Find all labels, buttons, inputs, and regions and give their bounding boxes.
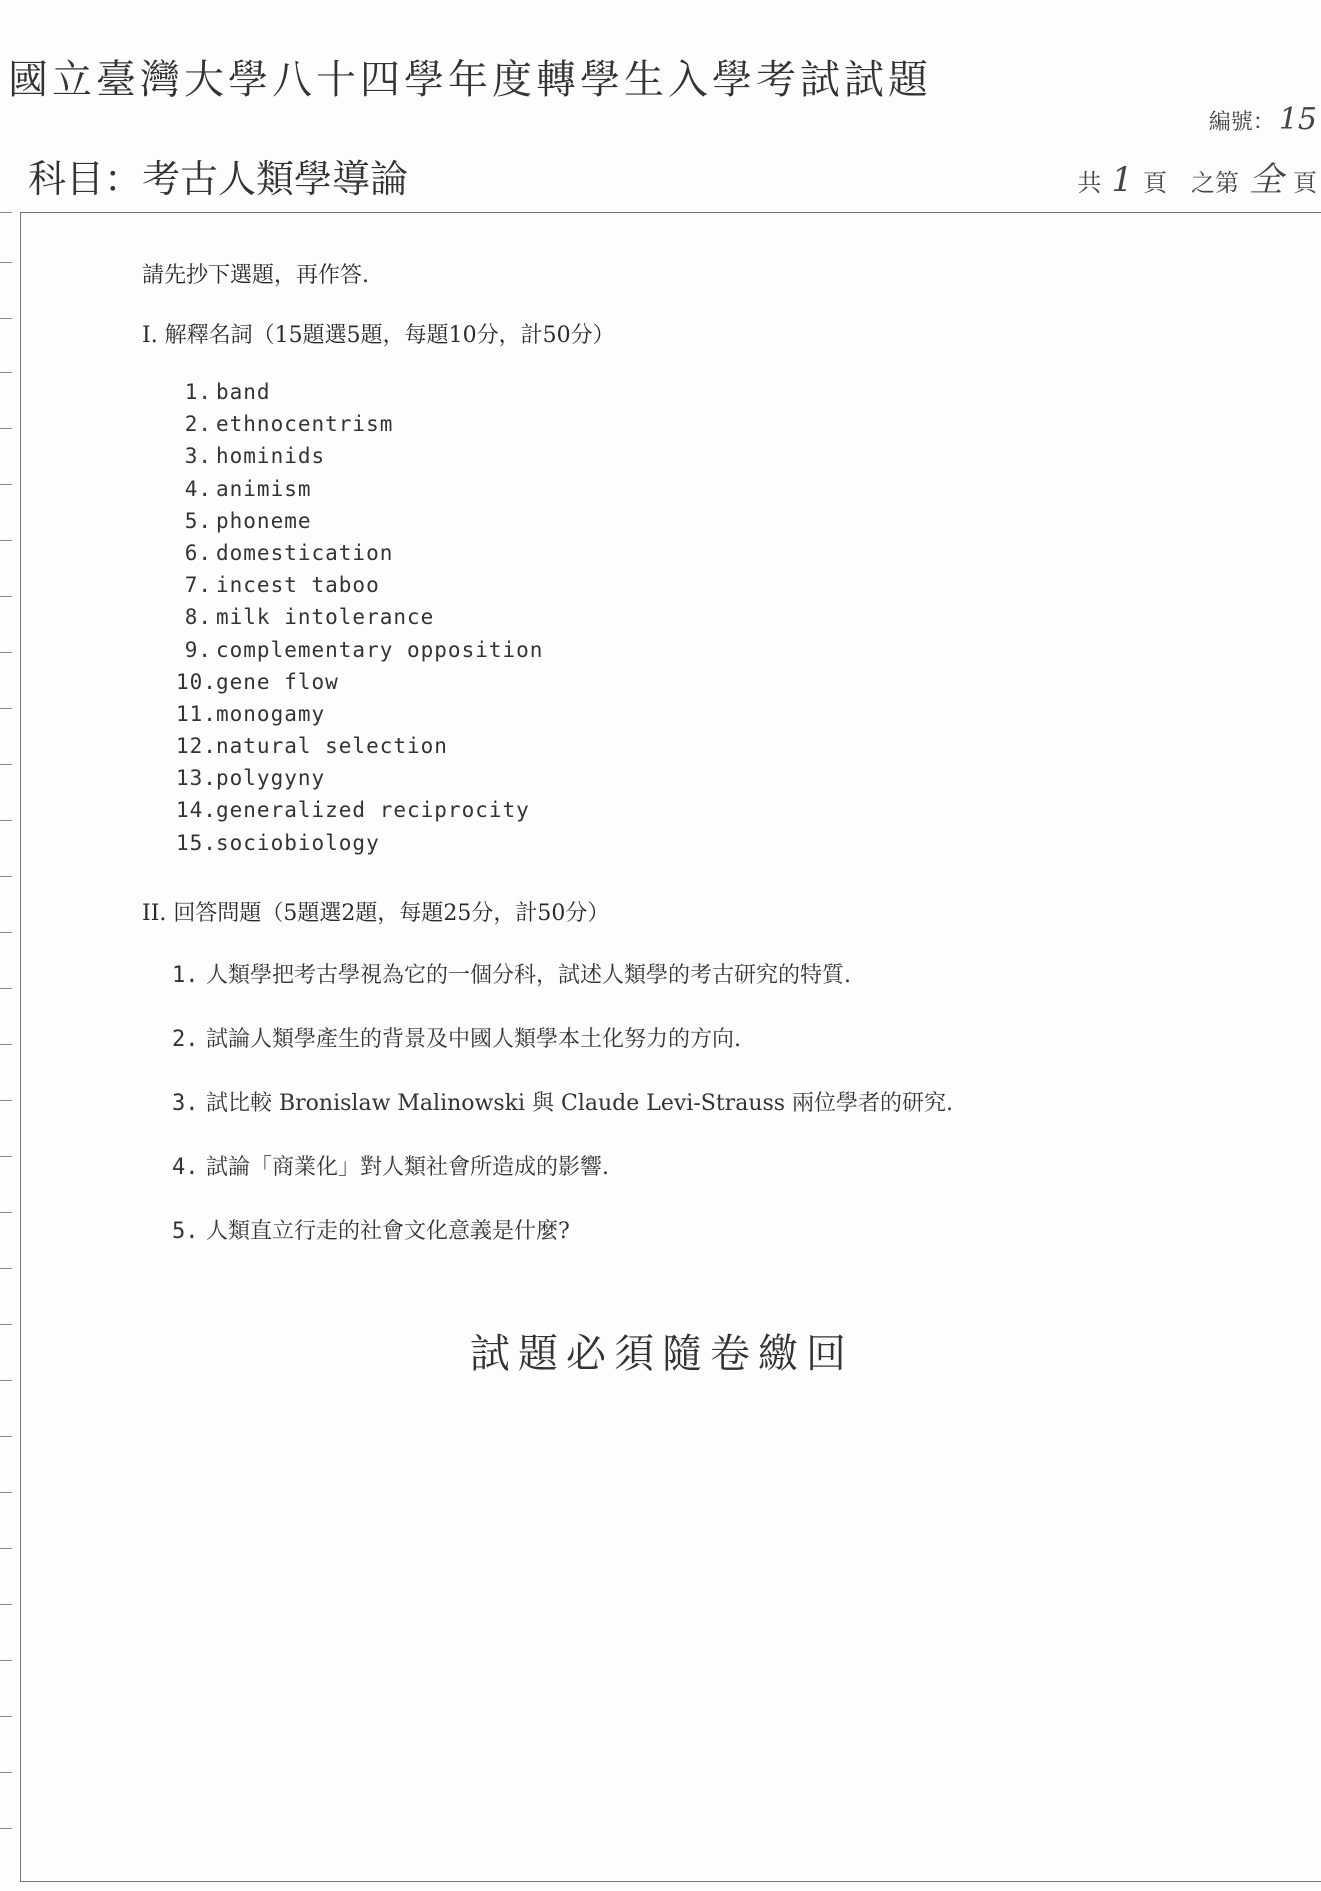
pages-mid: 頁 之第 [1143, 169, 1239, 197]
margin-tick [0, 1436, 12, 1437]
term-number: 14. [176, 798, 217, 823]
question-text: 試比較 Bronislaw Malinowski 與 Claude Levi-Strauss 兩位學者的研究. [206, 1091, 954, 1116]
margin-tick [0, 708, 12, 709]
margin-tick [0, 988, 12, 989]
margin-tick [0, 1716, 12, 1717]
term-list [176, 380, 543, 863]
margin-tick [0, 764, 12, 765]
term-number: 9. [184, 637, 212, 662]
question-text: 人類學把考古學視為它的一個分科，試述人類學的考古研究的特質. [206, 963, 851, 988]
question-item [172, 1214, 953, 1278]
margin-tick [0, 1604, 12, 1605]
pages-total-prefix: 共 [1077, 169, 1102, 197]
term-text: sociobiology [216, 830, 380, 855]
term-text: incest taboo [216, 573, 380, 598]
margin-tick [0, 1660, 12, 1661]
margin-tick [0, 652, 12, 653]
question-text: 人類直立行走的社會文化意義是什麼? [206, 1219, 570, 1244]
margin-tick [0, 1548, 12, 1549]
pages-current: 全 [1249, 160, 1283, 200]
term-item [176, 541, 543, 573]
term-item [176, 477, 543, 509]
term-item [176, 798, 543, 830]
margin-tick [0, 596, 12, 597]
term-number: 10. [176, 669, 217, 694]
question-item [172, 1150, 953, 1214]
term-item [176, 573, 543, 605]
term-item [176, 831, 543, 863]
term-item [176, 605, 543, 637]
margin-tick [0, 428, 12, 429]
margin-ticks [0, 212, 14, 1880]
margin-tick [0, 1772, 12, 1773]
term-text: gene flow [216, 669, 339, 694]
term-item [176, 766, 543, 798]
term-item [176, 670, 543, 702]
term-item [176, 412, 543, 444]
pages-suffix: 頁 [1293, 169, 1317, 197]
term-item [176, 702, 543, 734]
question-item [172, 958, 953, 1022]
question-number: 4. [172, 1155, 199, 1180]
question-list [172, 958, 953, 1278]
term-number: 5. [184, 508, 212, 533]
term-number: 8. [184, 605, 212, 630]
term-text: generalized reciprocity [216, 798, 530, 823]
instruction-text: 請先抄下選題，再作答. [142, 263, 369, 288]
term-number: 12. [176, 734, 217, 759]
term-text: domestication [216, 540, 394, 565]
margin-tick [0, 540, 12, 541]
question-text: 試論人類學產生的背景及中國人類學本土化努力的方向. [206, 1027, 741, 1052]
term-text: animism [216, 476, 312, 501]
return-notice-stamp: 試題必須隨卷繳回 [470, 1331, 854, 1377]
pages-total: 1 [1111, 160, 1133, 200]
term-number: 13. [176, 766, 217, 791]
margin-tick [0, 484, 12, 485]
serial-number [1209, 102, 1317, 137]
term-number: 7. [184, 573, 212, 598]
margin-tick [0, 876, 12, 877]
term-text: monogamy [216, 701, 326, 726]
term-text: ethnocentrism [216, 412, 394, 437]
margin-tick [0, 820, 12, 821]
term-text: hominids [216, 444, 326, 469]
margin-tick [0, 1156, 12, 1157]
term-text: phoneme [216, 508, 312, 533]
term-item [176, 509, 543, 541]
margin-tick [0, 1100, 12, 1101]
serial-value: 15 [1278, 102, 1317, 137]
term-item [176, 380, 543, 412]
term-number: 4. [184, 476, 212, 501]
margin-tick [0, 1324, 12, 1325]
term-number: 6. [184, 540, 212, 565]
question-number: 3. [172, 1091, 199, 1116]
margin-tick [0, 1268, 12, 1269]
term-number: 3. [184, 444, 212, 469]
margin-tick [0, 262, 12, 263]
term-item [176, 734, 543, 766]
section1-heading: I. 解釋名詞（15題選5題，每題10分，計50分） [142, 323, 615, 348]
term-item [176, 444, 543, 476]
margin-tick [0, 212, 12, 213]
page-count [1077, 152, 1317, 201]
section2-heading: II. 回答問題（5題選2題，每題25分，計50分） [142, 901, 610, 926]
margin-tick [0, 372, 12, 373]
term-text: milk intolerance [216, 605, 435, 630]
question-item [172, 1086, 953, 1150]
question-number: 1. [172, 963, 199, 988]
subject-line: 科目：考古人類學導論 [28, 157, 409, 201]
margin-tick [0, 1828, 12, 1829]
question-number: 2. [172, 1027, 199, 1052]
margin-tick [0, 1044, 12, 1045]
term-text: natural selection [216, 734, 448, 759]
term-number: 15. [176, 830, 217, 855]
margin-tick [0, 1380, 12, 1381]
term-item [176, 638, 543, 670]
question-text: 試論「商業化」對人類社會所造成的影響. [206, 1155, 609, 1180]
exam-title: 國立臺灣大學八十四學年度轉學生入學考試試題 [8, 57, 932, 103]
question-number: 5. [172, 1219, 199, 1244]
serial-label: 編號： [1208, 110, 1275, 135]
question-item [172, 1022, 953, 1086]
margin-tick [0, 932, 12, 933]
margin-tick [0, 1212, 12, 1213]
term-number: 1. [184, 380, 212, 404]
margin-tick [0, 1492, 12, 1493]
term-number: 11. [176, 701, 217, 726]
term-text: polygyny [216, 766, 326, 791]
term-text: band [216, 380, 271, 404]
term-number: 2. [184, 412, 212, 437]
margin-tick [0, 318, 12, 319]
term-text: complementary opposition [216, 637, 544, 662]
